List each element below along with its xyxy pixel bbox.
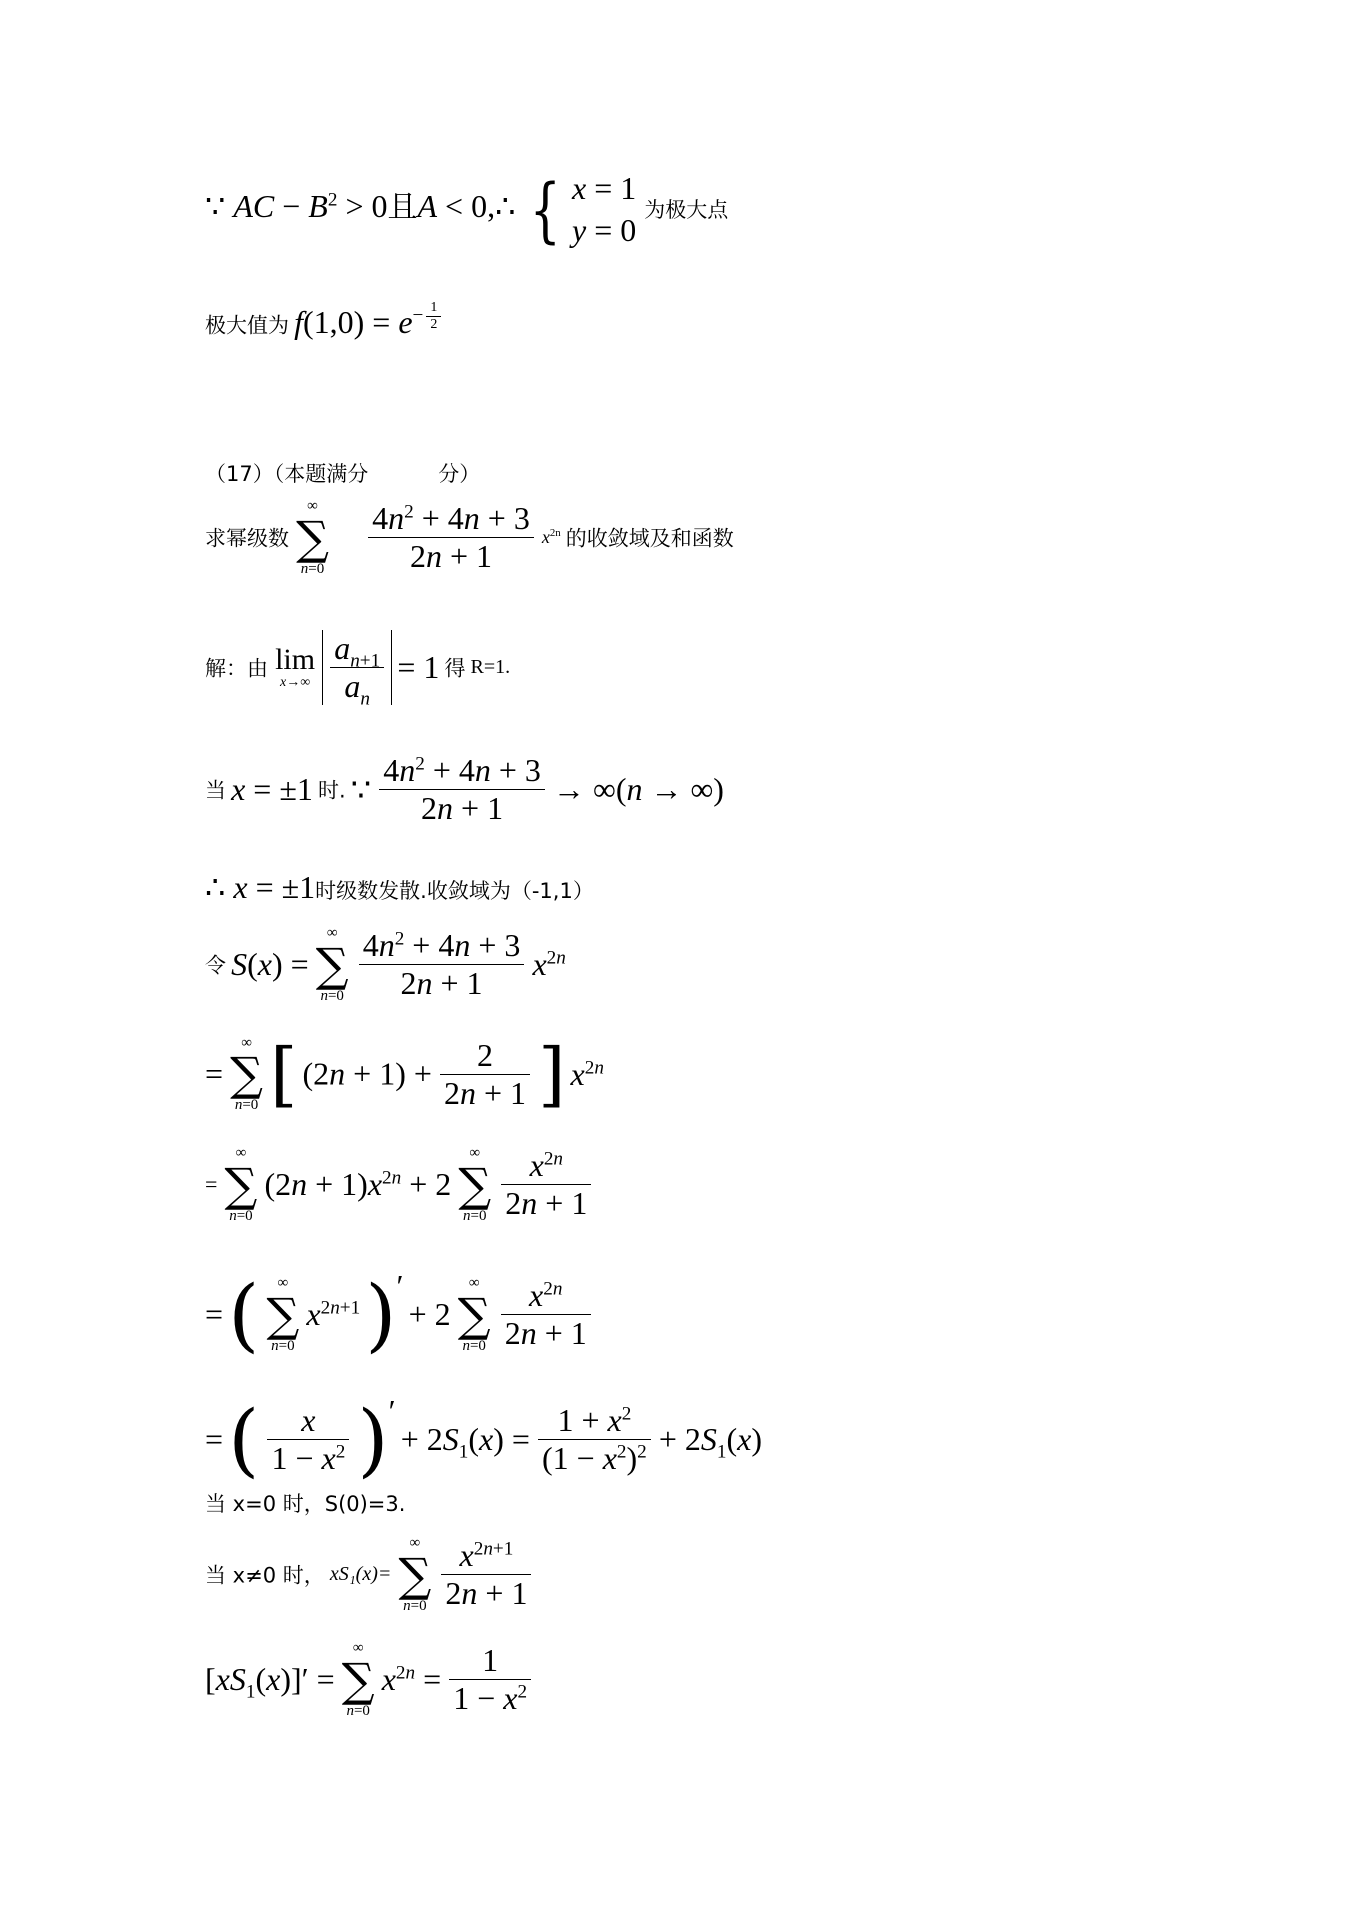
x-nonzero-line: 当 x≠0 时， xS₁(x)= ∞ ∑ n=0 $\frac{x^{2n+1}}{2n + 1}$ bbox=[205, 1535, 534, 1614]
line-extremum-condition: ∵ AC − $B^2 > 0$且A < 0,∴ { x = 1 y = 0 为极大点 bbox=[205, 168, 729, 251]
ratio-test-line: 解：由 lim x→∞ $\frac{a_{n+1}}{a_n}$ = 1 得 R=1. bbox=[205, 630, 511, 710]
step-decompose: = ∞ ∑ n=0 [ (2n + 1) + $\frac{2}{2n + 1}$ ] $x^{2n}$ bbox=[205, 1033, 604, 1115]
problem-heading: （17）（本题满分 分） bbox=[205, 462, 481, 486]
divergence-line: ∴ x = ±1时级数发散.收敛域为（-1,1） bbox=[205, 869, 594, 905]
derivative-xs1-line: $[xS_1(x)]'$ = ∞ ∑ n=0 $x^{2n}$ = $\frac{1}{1 - x^2}$ bbox=[205, 1640, 534, 1719]
endpoint-check-line: 当 x = ±1 时. ∵ $\frac{4n^2 + 4n + 3}{2n + 1}$ → ∞(n → ∞) bbox=[205, 752, 724, 826]
step-derivative-form: = ( ∞ ∑ n=0 $x^{2n+1}$ )′ + 2 ∞ ∑ n=0 $\frac{x^{2n}}{2n + 1}$ bbox=[205, 1268, 594, 1361]
x-zero-line: 当 x=0 时，S(0)=3. bbox=[205, 1492, 406, 1516]
max-point-label: 为极大点 bbox=[644, 197, 729, 222]
step-closed-form: = ( $\frac{x}{1 - x^2}$ )′ + $2S_1(x)$ = $\frac{1 + x^2}{(1 - x^2)^2}$ + $2S_1(x)$ bbox=[205, 1393, 762, 1486]
problem-statement: 求幂级数 ∞ ∑ n=0 $\frac{4n^2 + 4n + 3}{2n + 1}$ $x^{2n}$ 的收敛域及和函数 bbox=[205, 498, 734, 577]
line-max-value: 极大值为 $f(1,0) = e^{- \frac{1}{2}}$ bbox=[205, 300, 444, 341]
let-sx-line: 令 S(x) = ∞ ∑ n=0 $\frac{4n^2 + 4n + 3}{2n + 1}$ $x^{2n}$ bbox=[205, 925, 566, 1004]
step-split-sums: = ∞ ∑ n=0 $(2n + 1)x^{2n} + 2$ ∞ ∑ n=0 $\frac{x^{2n}}{2n + 1}$ bbox=[205, 1145, 594, 1224]
